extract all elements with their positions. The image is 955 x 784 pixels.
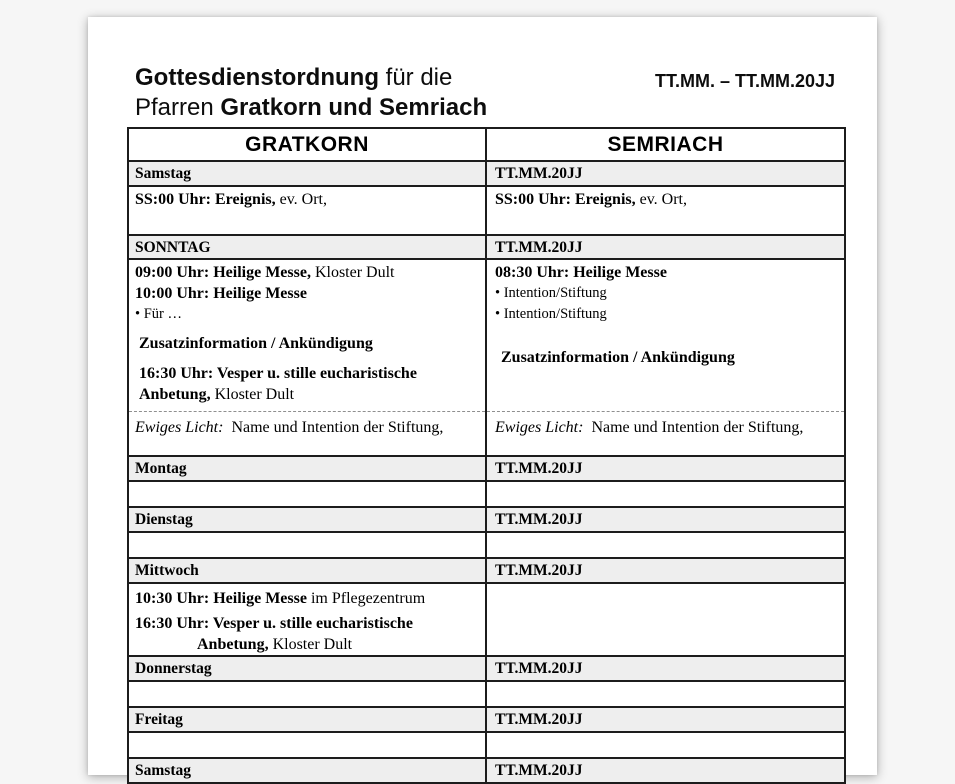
- day-row-montag-gratkorn-cell: Montag: [128, 456, 486, 481]
- content-row-dienstag-gratkorn-cell: [128, 532, 486, 558]
- day-row-freitag: [128, 707, 845, 732]
- title-bold-part-2: Gratkorn und Semriach: [220, 94, 488, 121]
- text-bold-segment: Zusatzinformation / Ankündigung: [139, 335, 373, 352]
- content-row-dienstag-semriach-cell: [486, 532, 845, 558]
- content-row-montag-semriach-cell: [486, 481, 845, 507]
- content-row-samstag-1-semriach-cell: [486, 186, 845, 235]
- schedule-table-head: [128, 128, 845, 161]
- content-row-donnerstag: [128, 681, 845, 707]
- title-line-2: [135, 93, 487, 123]
- day-row-sonntag-semriach-cell: TT.MM.20JJ: [486, 235, 845, 259]
- text-segment: • Intention/Stiftung: [495, 306, 607, 322]
- day-row-freitag-gratkorn-cell: Freitag: [128, 707, 486, 732]
- text-bold-segment: 10:00 Uhr: Heilige Messe: [135, 285, 307, 302]
- day-row-montag-semriach-cell: TT.MM.20JJ: [486, 456, 845, 481]
- text-segment: • Für …: [135, 306, 182, 322]
- text-segment: im Pflegezentrum: [306, 590, 426, 607]
- text-italic-segment: Ewiges Licht:: [135, 419, 224, 436]
- text-bold-segment: Anbetung,: [197, 636, 269, 653]
- content-row-montag-gratkorn-cell: [128, 481, 486, 507]
- row-ewiges-licht: [128, 412, 845, 457]
- schedule-line: [197, 634, 479, 655]
- document-page: [88, 17, 877, 779]
- schedule-line: [495, 304, 838, 325]
- schedule-table: [127, 127, 846, 784]
- text-bold-segment: 09:00 Uhr: Heilige Messe,: [135, 264, 311, 281]
- day-row-mittwoch: [128, 558, 845, 583]
- schedule-line: [135, 613, 479, 634]
- content-row-samstag-1-gratkorn-cell: [128, 186, 486, 235]
- content-row-dienstag: [128, 532, 845, 558]
- day-row-dienstag-gratkorn-cell: Dienstag: [128, 507, 486, 532]
- text-segment: Name und Intention der Stiftung,: [583, 419, 804, 436]
- row-ewiges-licht-semriach-cell: [486, 412, 845, 457]
- page-title: [135, 63, 487, 123]
- day-row-samstag-1: [128, 161, 845, 186]
- text-segment: Name und Intention der Stiftung,: [223, 419, 444, 436]
- day-row-samstag-1-semriach-cell: TT.MM.20JJ: [486, 161, 845, 186]
- text-bold-segment: 10:30 Uhr: Heilige Messe: [135, 590, 307, 607]
- text-segment: ev. Ort,: [635, 191, 687, 208]
- schedule-line: [135, 283, 479, 304]
- content-row-freitag-semriach-cell: [486, 732, 845, 758]
- column-header-semriach: SEMRIACH: [486, 128, 845, 161]
- date-range: TT.MM. – TT.MM.20JJ: [654, 71, 835, 91]
- content-row-donnerstag-gratkorn-cell: [128, 681, 486, 707]
- text-segment: • Intention/Stiftung: [495, 285, 607, 301]
- content-row-mittwoch: [128, 583, 845, 656]
- row-ewiges-licht-gratkorn-cell: [128, 412, 486, 457]
- schedule-line: [139, 363, 479, 384]
- schedule-line: [139, 384, 479, 405]
- schedule-line: [495, 283, 838, 304]
- day-row-sonntag-gratkorn-cell: SONNTAG: [128, 235, 486, 259]
- content-row-mittwoch-semriach-cell: [486, 583, 845, 656]
- day-row-sonntag: [128, 235, 845, 259]
- text-segment: ev. Ort,: [275, 191, 327, 208]
- content-row-donnerstag-semriach-cell: [486, 681, 845, 707]
- content-row-freitag-gratkorn-cell: [128, 732, 486, 758]
- day-row-samstag-1-gratkorn-cell: Samstag: [128, 161, 486, 186]
- content-row-samstag-1: [128, 186, 845, 235]
- text-bold-segment: SS:00 Uhr: Ereignis,: [135, 191, 276, 208]
- day-row-donnerstag-semriach-cell: TT.MM.20JJ: [486, 656, 845, 681]
- text-segment: Kloster Dult: [210, 386, 295, 403]
- text-bold-segment: SS:00 Uhr: Ereignis,: [495, 191, 636, 208]
- content-row-sonntag: [128, 259, 845, 412]
- title-line-1: [135, 63, 487, 93]
- schedule-line: [501, 347, 838, 368]
- schedule-line: [135, 417, 479, 438]
- text-bold-segment: 08:30 Uhr: Heilige Messe: [495, 264, 667, 281]
- text-bold-segment: Zusatzinformation / Ankündigung: [501, 349, 735, 366]
- day-row-donnerstag: [128, 656, 845, 681]
- column-header-gratkorn: GRATKORN: [128, 128, 486, 161]
- schedule-line: [135, 588, 479, 609]
- title-bold-part-1: Gottesdienstordnung: [135, 64, 379, 91]
- text-segment: Kloster Dult: [268, 636, 353, 653]
- text-italic-segment: Ewiges Licht:: [495, 419, 584, 436]
- schedule-table-body: [128, 161, 845, 783]
- content-row-sonntag-gratkorn-cell: [128, 259, 486, 412]
- day-row-mittwoch-gratkorn-cell: Mittwoch: [128, 558, 486, 583]
- day-row-freitag-semriach-cell: TT.MM.20JJ: [486, 707, 845, 732]
- text-segment: Kloster Dult: [310, 264, 395, 281]
- content-row-freitag: [128, 732, 845, 758]
- schedule-line: [495, 262, 838, 283]
- schedule-line: [139, 333, 479, 354]
- text-bold-segment: 16:30 Uhr: Vesper u. stille eucharistische: [135, 615, 413, 632]
- schedule-line: [135, 304, 479, 325]
- schedule-line: [135, 189, 479, 210]
- title-regular-part-2: Pfarren: [135, 94, 221, 121]
- schedule-line: [135, 262, 479, 283]
- content-row-montag: [128, 481, 845, 507]
- content-row-mittwoch-gratkorn-cell: [128, 583, 486, 656]
- title-regular-part-1: für die: [378, 64, 453, 91]
- day-row-mittwoch-semriach-cell: TT.MM.20JJ: [486, 558, 845, 583]
- text-bold-segment: Anbetung,: [139, 386, 211, 403]
- day-row-montag: [128, 456, 845, 481]
- day-row-dienstag: [128, 507, 845, 532]
- text-bold-segment: 16:30 Uhr: Vesper u. stille eucharistische: [139, 365, 417, 382]
- content-row-sonntag-semriach-cell: [486, 259, 845, 412]
- day-row-samstag-2-gratkorn-cell: Samstag: [128, 758, 486, 783]
- schedule-line: [495, 189, 838, 210]
- day-row-samstag-2-semriach-cell: TT.MM.20JJ: [486, 758, 845, 783]
- day-row-donnerstag-gratkorn-cell: Donnerstag: [128, 656, 486, 681]
- column-header-row: [128, 128, 845, 161]
- day-row-dienstag-semriach-cell: TT.MM.20JJ: [486, 507, 845, 532]
- day-row-samstag-2: [128, 758, 845, 783]
- schedule-line: [495, 417, 838, 438]
